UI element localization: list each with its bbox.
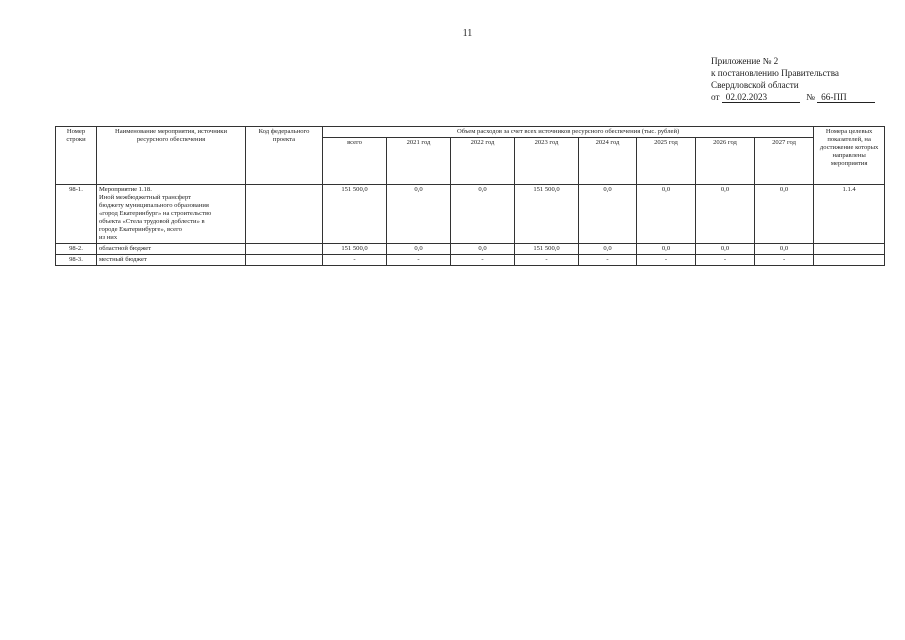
appendix-title: Приложение № 2 xyxy=(711,56,779,66)
row-name-line: объекта «Стела трудовой доблести» в xyxy=(99,218,205,225)
row-value: - xyxy=(579,255,637,266)
header-row-1 xyxy=(56,127,885,138)
row-target: 1.1.4 xyxy=(814,185,885,244)
row-name-line: Мероприятие 1.18. xyxy=(99,186,152,193)
row-value: 151 500,0 xyxy=(515,244,579,255)
row-value: 0,0 xyxy=(387,244,451,255)
row-value: - xyxy=(323,255,387,266)
header-year: 2021 год xyxy=(387,138,451,185)
appendix-block xyxy=(711,55,891,103)
header-row-number: Номер строки xyxy=(56,127,97,185)
header-name: Наименование мероприятия, источники ресурсного обеспечения xyxy=(97,127,246,185)
table-row xyxy=(56,244,885,255)
row-federal-code xyxy=(246,244,323,255)
page-number: 11 xyxy=(462,28,473,39)
row-number: 98-1. xyxy=(56,185,97,244)
row-value: 151 500,0 xyxy=(323,244,387,255)
row-value: 0,0 xyxy=(637,185,696,244)
resource-table xyxy=(55,126,885,266)
row-value: 0,0 xyxy=(579,244,637,255)
row-name: областной бюджет xyxy=(97,244,246,255)
header-federal-code: Код федерального проекта xyxy=(246,127,323,185)
table-row xyxy=(56,255,885,266)
row-value: 0,0 xyxy=(755,244,814,255)
row-name-line: из них xyxy=(99,234,118,241)
row-value: 0,0 xyxy=(637,244,696,255)
date-prefix: от xyxy=(711,92,720,102)
row-federal-code xyxy=(246,185,323,244)
row-name xyxy=(97,185,246,244)
row-name-line: «город Екатеринбург» на строительство xyxy=(99,210,212,217)
row-value: - xyxy=(637,255,696,266)
row-value: 151 500,0 xyxy=(515,185,579,244)
appendix-decree: к постановлению Правительства xyxy=(711,68,839,78)
header-year: 2023 год xyxy=(515,138,579,185)
table-row xyxy=(56,185,885,244)
row-federal-code xyxy=(246,255,323,266)
header-year: 2025 год xyxy=(637,138,696,185)
row-value: - xyxy=(451,255,515,266)
decree-date: 02.02.2023 xyxy=(722,92,800,103)
row-number: 98-2. xyxy=(56,244,97,255)
appendix-date-line xyxy=(711,91,891,103)
header-year: всего xyxy=(323,138,387,185)
row-value: - xyxy=(515,255,579,266)
header-year: 2027 год xyxy=(755,138,814,185)
row-value: 0,0 xyxy=(696,185,755,244)
row-name-line: бюджету муниципального образования xyxy=(99,202,209,209)
header-targets: Номера целевых показателей, на достижение которых направлены мероприятия xyxy=(814,127,885,185)
row-number: 98-3. xyxy=(56,255,97,266)
row-target xyxy=(814,255,885,266)
appendix-region: Свердловской области xyxy=(711,80,799,90)
header-year: 2026 год xyxy=(696,138,755,185)
row-value: - xyxy=(387,255,451,266)
row-name-line: Иной межбюджетный трансферт xyxy=(99,194,192,201)
row-value: 0,0 xyxy=(451,244,515,255)
header-volume: Объем расходов за счет всех источников ресурсного обеспечения (тыс. рублей) xyxy=(323,127,814,138)
row-value: 0,0 xyxy=(696,244,755,255)
row-value: - xyxy=(755,255,814,266)
header-year: 2022 год xyxy=(451,138,515,185)
row-value: 0,0 xyxy=(451,185,515,244)
header-year: 2024 год xyxy=(579,138,637,185)
row-name-line: городе Екатеринбурге», всего xyxy=(99,226,182,233)
number-prefix: № xyxy=(806,92,815,102)
row-target xyxy=(814,244,885,255)
row-value: 0,0 xyxy=(755,185,814,244)
row-value: 151 500,0 xyxy=(323,185,387,244)
row-value: 0,0 xyxy=(387,185,451,244)
row-value: - xyxy=(696,255,755,266)
row-value: 0,0 xyxy=(579,185,637,244)
row-name: местный бюджет xyxy=(97,255,246,266)
decree-number: 66-ПП xyxy=(817,92,875,103)
